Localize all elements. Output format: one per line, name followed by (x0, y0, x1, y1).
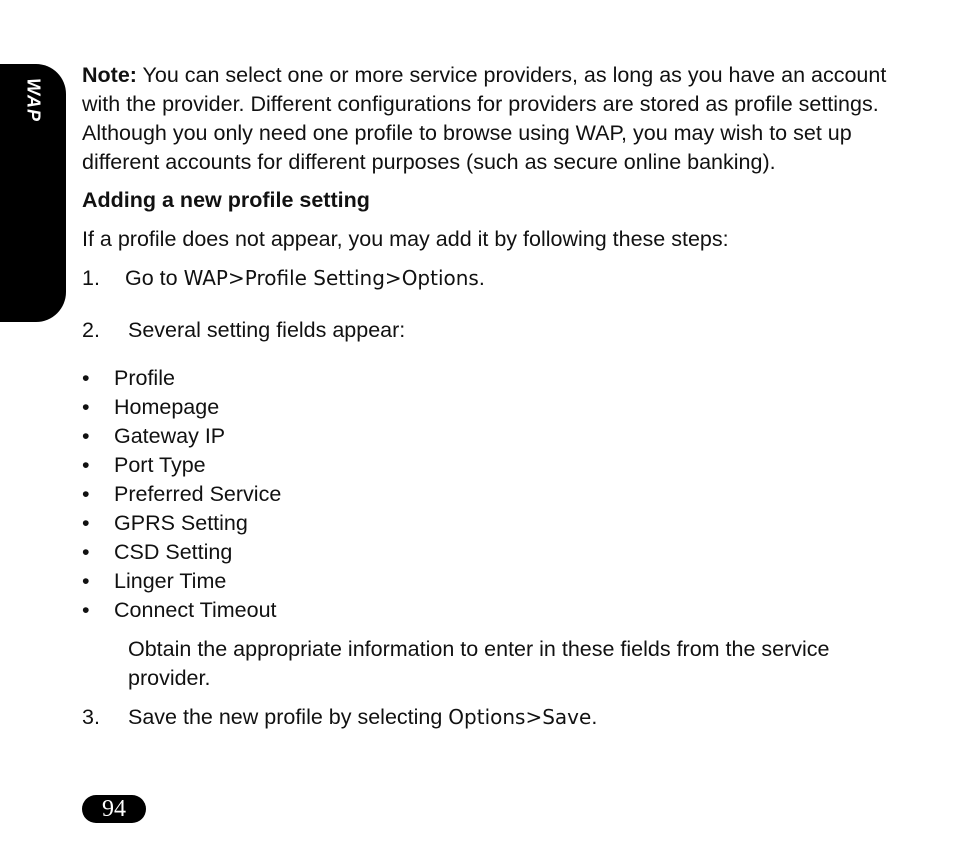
menu-path-save: Save (542, 705, 592, 729)
step-1-prefix: Go to (125, 266, 184, 290)
section-side-tab (0, 64, 66, 322)
list-item-label: Gateway IP (114, 424, 226, 448)
bullet: • (82, 598, 90, 622)
list-item-label: Preferred Service (114, 482, 282, 506)
step-1 (82, 264, 892, 293)
list-item-label: Homepage (114, 395, 220, 419)
step-3 (82, 703, 892, 732)
note-label: Note: (82, 63, 137, 87)
list-item-label: Profile (114, 366, 175, 390)
list-item (82, 451, 892, 480)
menu-path-options: Options (401, 266, 479, 290)
step-1-text (125, 264, 485, 293)
page-number: 94 (82, 795, 146, 823)
list-item (82, 393, 892, 422)
list-item (82, 538, 892, 567)
list-item-label: Connect Timeout (114, 598, 277, 622)
section-heading: Adding a new profile setting (82, 188, 370, 212)
bullet: • (82, 569, 90, 593)
menu-path-profile-setting: Profile Setting (244, 266, 385, 290)
list-item (82, 509, 892, 538)
list-item (82, 596, 892, 625)
list-item (82, 567, 892, 596)
menu-path-options: Options (448, 705, 526, 729)
bullet: • (82, 366, 90, 390)
menu-path-separator: > (525, 705, 543, 729)
step-2-text: Several setting fields appear: (128, 318, 406, 342)
note-text: You can select one or more service providers, as long as you have an account with the provider. Different configurations for providers are stored as profile settings. Although you only need one profile to browse using WAP, you may wish to set up different accounts for different purposes (such as secure online banking). (82, 63, 887, 174)
menu-path-separator: > (384, 266, 402, 290)
list-item-label: Port Type (114, 453, 206, 477)
step-1-number: 1. (82, 266, 100, 290)
list-item-label: CSD Setting (114, 540, 233, 564)
list-item-label: GPRS Setting (114, 511, 248, 535)
list-item (82, 422, 892, 451)
step-3-number: 3. (82, 705, 100, 729)
page-content (82, 61, 892, 732)
list-item-label: Linger Time (114, 569, 227, 593)
step-2-number: 2. (82, 318, 100, 342)
step-3-prefix: Save the new profile by selecting (128, 705, 449, 729)
bullet: • (82, 482, 90, 506)
side-tab-label: WAP (23, 78, 44, 123)
menu-path-separator: > (228, 266, 245, 290)
step-2 (82, 316, 892, 345)
menu-path-wap: WAP (183, 266, 228, 290)
setting-fields-list (82, 364, 892, 625)
bullet: • (82, 424, 90, 448)
bullet: • (82, 511, 90, 535)
bullet: • (82, 453, 90, 477)
step-1-suffix: . (478, 266, 485, 290)
section-intro: If a profile does not appear, you may add it by following these steps: (82, 227, 729, 251)
step-3-suffix: . (591, 705, 598, 729)
step-3-text (128, 703, 597, 732)
bullet: • (82, 395, 90, 419)
obtain-info-paragraph: Obtain the appropriate information to enter in these fields from the service provider. (128, 637, 830, 690)
bullet: • (82, 540, 90, 564)
list-item (82, 480, 892, 509)
note-paragraph (82, 61, 892, 177)
list-item (82, 364, 892, 393)
